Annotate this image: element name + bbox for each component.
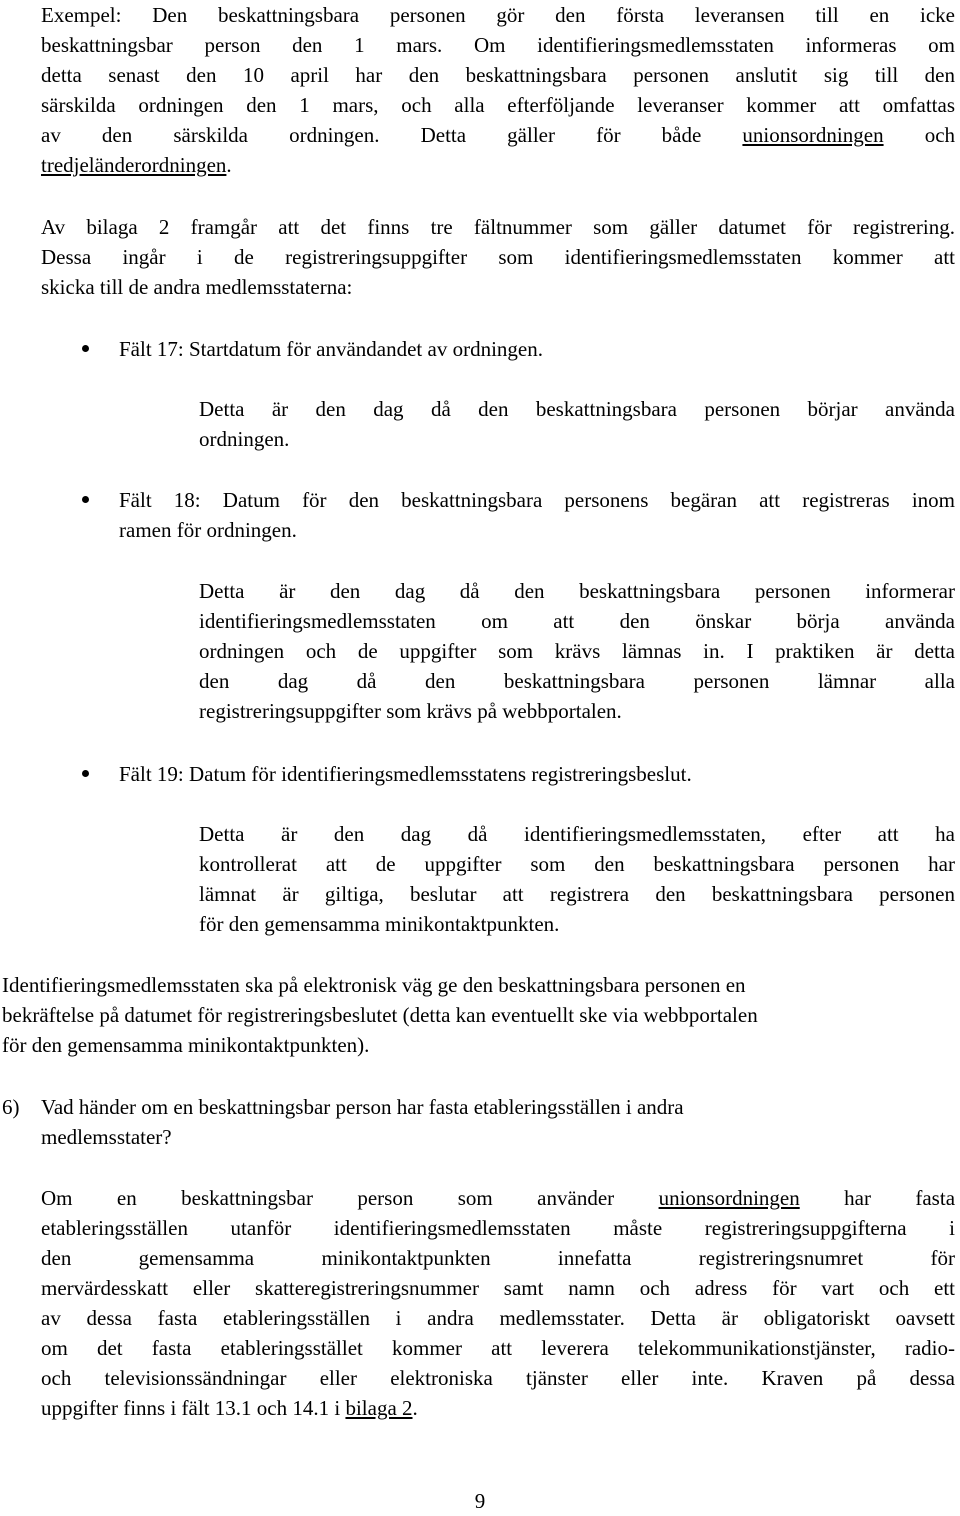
text-line: ordningen. bbox=[199, 427, 290, 451]
link-unionsordningen[interactable]: unionsordningen bbox=[742, 123, 884, 147]
text-line: mervärdesskatt eller skatteregistreringsnummer samt namn och adress för vart och ett bbox=[41, 1276, 955, 1300]
registration-fields-intro bbox=[41, 212, 955, 302]
text-line: Dessa ingår i de registreringsuppgifter som identifieringsmedlemsstaten kommer att bbox=[41, 245, 955, 269]
text-line: Detta är den dag då identifieringsmedlemsstaten, efter att ha bbox=[199, 822, 955, 846]
question-number: 6) bbox=[2, 1095, 20, 1119]
field-19-description bbox=[199, 819, 955, 939]
text-line: skicka till de andra medlemsstaterna: bbox=[41, 275, 353, 299]
example-paragraph bbox=[41, 0, 955, 180]
text-line: bekräftelse på datumet för registreringsbeslutet (detta kan eventuellt ske via webbportalen bbox=[2, 1003, 758, 1027]
answer-6-paragraph bbox=[41, 1183, 955, 1423]
text-line: för den gemensamma minikontaktpunkten. bbox=[199, 912, 560, 936]
text-line: den gemensamma minikontaktpunkten innefatta registreringsnumret för bbox=[41, 1246, 955, 1270]
text-line: detta senast den 10 april har den beskattningsbara personen anslutit sig till den bbox=[41, 63, 955, 87]
text-line: etableringsställen utanför identifieringsmedlemsstaten måste registreringsuppgifterna i bbox=[41, 1216, 955, 1240]
text-line: Vad händer om en beskattningsbar person har fasta etableringsställen i andra bbox=[41, 1095, 684, 1119]
text-line: särskilda ordningen den 1 mars, och alla efterföljande leveranser kommer att omfattas bbox=[41, 93, 955, 117]
text-line: för den gemensamma minikontaktpunkten). bbox=[2, 1033, 370, 1057]
text-line: identifieringsmedlemsstaten om att den önskar börja använda bbox=[199, 609, 955, 633]
text-line: Om en beskattningsbar person som använder unionsordningen har fasta bbox=[41, 1186, 956, 1210]
bullet-field-19 bbox=[119, 759, 955, 789]
text-line: ordningen och de uppgifter som krävs lämnas in. I praktiken är detta bbox=[199, 639, 955, 663]
bullet-icon bbox=[82, 770, 89, 777]
page-number: 9 bbox=[474, 1489, 486, 1513]
question-6-heading bbox=[41, 1092, 955, 1152]
text-line: av dessa fasta etableringsställen i andra medlemsstater. Detta är obligatoriskt oavsett bbox=[41, 1306, 955, 1330]
bullet-field-18 bbox=[119, 485, 955, 545]
text-line: Exempel: Den beskattningsbara personen gör den första leveransen till en icke bbox=[41, 3, 955, 27]
link-tredjelanderordningen[interactable]: tredjeländerordningen bbox=[41, 153, 227, 177]
text-line: uppgifter finns i fält 13.1 och 14.1 i bilaga 2. bbox=[41, 1396, 418, 1420]
text-line: tredjeländerordningen. bbox=[41, 153, 232, 177]
bullet-icon bbox=[82, 345, 89, 352]
text-line: och televisionssändningar eller elektroniska tjänster eller inte. Kraven på dessa bbox=[41, 1366, 955, 1390]
text-line: Fält 18: Datum för den beskattningsbara personens begäran att registreras inom bbox=[119, 488, 955, 512]
bullet-field-17 bbox=[119, 334, 955, 364]
text-line: om det fasta etableringsstället kommer att leverera telekommunikationstjänster, radio- bbox=[41, 1336, 955, 1360]
text-line: kontrollerat att de uppgifter som den beskattningsbara personen har bbox=[199, 852, 955, 876]
text-line: Av bilaga 2 framgår att det finns tre fältnummer som gäller datumet för registrering. bbox=[41, 215, 955, 239]
text-line: medlemsstater? bbox=[41, 1125, 172, 1149]
text-line: lämnat är giltiga, beslutar att registrera den beskattningsbara personen bbox=[199, 882, 955, 906]
confirmation-paragraph bbox=[2, 970, 955, 1060]
text-line: Detta är den dag då den beskattningsbara personen börjar använda bbox=[199, 397, 955, 421]
field-18-description bbox=[199, 576, 955, 726]
text-line: registreringsuppgifter som krävs på webbportalen. bbox=[199, 699, 622, 723]
text-line: den dag då den beskattningsbara personen lämnar alla bbox=[199, 669, 955, 693]
text-line: Detta är den dag då den beskattningsbara personen informerar bbox=[199, 579, 955, 603]
link-unionsordningen[interactable]: unionsordningen bbox=[658, 1186, 800, 1210]
text-line: beskattningsbar person den 1 mars. Om identifieringsmedlemsstaten informeras om bbox=[41, 33, 955, 57]
bullet-icon bbox=[82, 496, 89, 503]
text-line: Fält 19: Datum för identifieringsmedlemsstatens registreringsbeslut. bbox=[119, 762, 692, 786]
field-17-description bbox=[199, 394, 955, 454]
link-bilaga-2[interactable]: bilaga 2 bbox=[345, 1396, 413, 1420]
text-line: av den särskilda ordningen. Detta gäller för både unionsordningen och bbox=[41, 123, 956, 147]
text-line: ramen för ordningen. bbox=[119, 518, 297, 542]
text-line: Fält 17: Startdatum för användandet av ordningen. bbox=[119, 337, 543, 361]
text-line: Identifieringsmedlemsstaten ska på elektronisk väg ge den beskattningsbara personen en bbox=[2, 973, 746, 997]
